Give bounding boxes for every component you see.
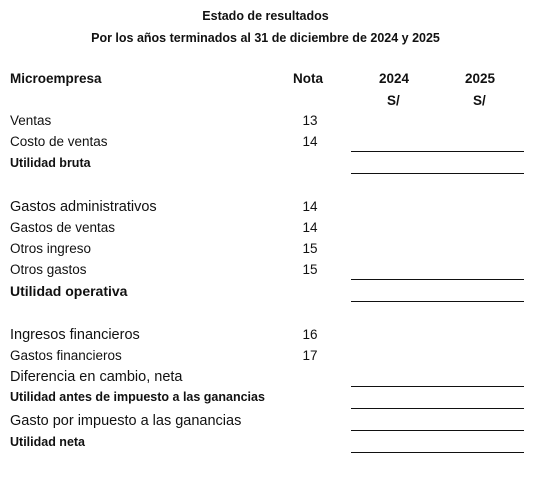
row-gastos-administrativos: Gastos administrativos [10, 199, 157, 215]
subtotal-rule [351, 430, 524, 431]
report-title: Estado de resultados [202, 9, 329, 23]
total-rule [351, 452, 524, 453]
row-diferencia-en-cambio: Diferencia en cambio, neta [10, 369, 183, 385]
currency-label-2024: S/ [387, 93, 400, 108]
row-ingresos-financieros: Ingresos financieros [10, 327, 140, 343]
row-utilidad-neta: Utilidad neta [10, 435, 86, 449]
row-otros-ingreso: Otros ingreso [10, 241, 92, 256]
nota-gastos-de-ventas: 14 [302, 220, 318, 235]
currency-label-2025: S/ [473, 93, 486, 108]
nota-ventas: 13 [302, 113, 318, 128]
row-otros-gastos: Otros gastos [10, 262, 87, 277]
column-header-entity: Microempresa [10, 71, 102, 86]
row-gastos-financieros: Gastos financieros [10, 348, 122, 363]
subtotal-rule [351, 151, 524, 152]
column-header-2025: 2025 [465, 71, 496, 86]
nota-otros-ingreso: 15 [302, 241, 318, 256]
row-costo-de-ventas: Costo de ventas [10, 134, 108, 149]
column-header-nota: Nota [293, 71, 323, 86]
total-rule [351, 408, 524, 409]
row-utilidad-antes-de-impuesto: Utilidad antes de impuesto a las ganancias [10, 390, 265, 404]
nota-ingresos-financieros: 16 [302, 327, 318, 342]
total-rule [351, 173, 524, 174]
row-utilidad-operativa: Utilidad operativa [10, 283, 128, 299]
report-subtitle: Por los años terminados al 31 de diciembre de 2024 y 2025 [91, 31, 440, 45]
row-gastos-de-ventas: Gastos de ventas [10, 220, 116, 235]
column-header-2024: 2024 [379, 71, 410, 86]
nota-gastos-administrativos: 14 [302, 199, 318, 214]
row-gasto-por-impuesto: Gasto por impuesto a las ganancias [10, 413, 242, 429]
nota-gastos-financieros: 17 [302, 348, 318, 363]
nota-costo-de-ventas: 14 [302, 134, 318, 149]
total-rule [351, 301, 524, 302]
row-utilidad-bruta: Utilidad bruta [10, 156, 91, 170]
subtotal-rule [351, 279, 524, 280]
subtotal-rule [351, 386, 524, 387]
nota-otros-gastos: 15 [302, 262, 318, 277]
row-ventas: Ventas [10, 113, 52, 128]
